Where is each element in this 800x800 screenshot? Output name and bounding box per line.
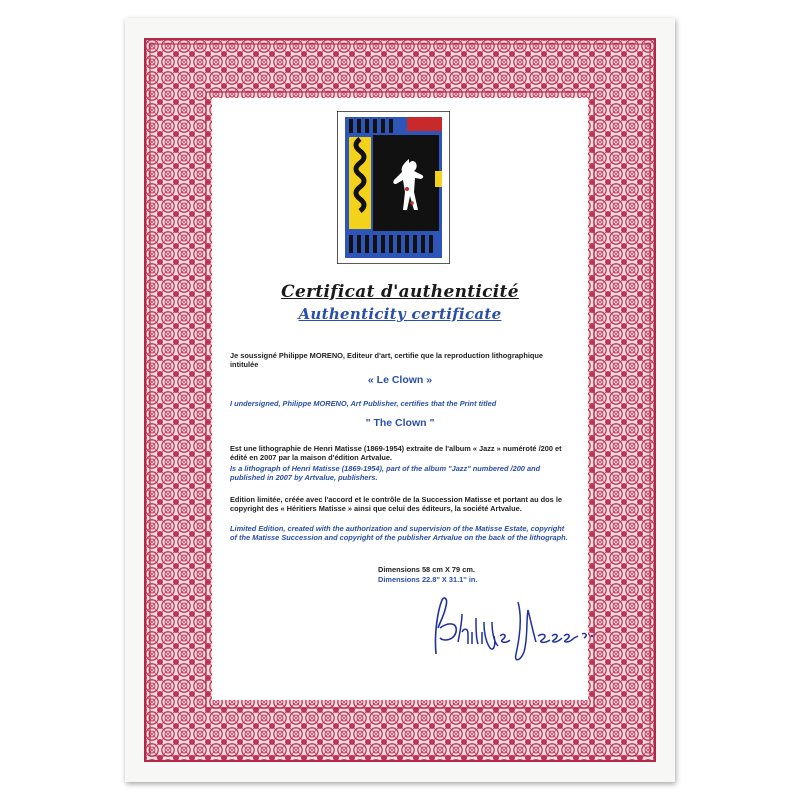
lithograph-french: Est une lithographie de Henri Matisse (1869-1954) extraite de l'album « Jazz » numéroté /200 et édité en 2007 par la maison d'édition Artvalue. (230, 444, 562, 463)
artwork-title-french: « Le Clown » (367, 374, 433, 386)
signature (428, 592, 598, 672)
title-french: Certificat d'authenticité (281, 282, 519, 302)
intro-english: I undersigned, Philippe MORENO, Art Publisher, certifies that the Print titled (230, 399, 497, 408)
dimensions-inches: Dimensions 22.8'' X 31.1'' in. (378, 575, 478, 584)
lithograph-english: Is a lithograph of Henri Matisse (1869-1954), part of the album "Jazz" numbered /200 and published in 2007 by Artvalue, publishers. (230, 464, 541, 483)
edition-french: Edition limitée, créée avec l'accord et le contrôle de la Succession Matisse et portant au dos le copyright des « Héritiers Matisse » ainsi que celui des éditeurs, la société Artvalue. (230, 495, 562, 514)
artwork-thumbnail (337, 111, 450, 264)
dimensions-cm: Dimensions 58 cm X 79 cm. (378, 565, 475, 574)
edition-english: Limited Edition, created with the authorization and supervision of the Matisse Estate, copyright of the Matisse Succession and copyright of the publisher Artvalue on the back of the lithograph. (230, 524, 568, 543)
intro-french: Je soussigné Philippe MORENO, Editeur d'art, certifie que la reproduction lithographique intitulée (230, 351, 544, 370)
artwork-title-english: " The Clown " (365, 417, 435, 429)
title-english: Authenticity certificate (298, 305, 502, 323)
